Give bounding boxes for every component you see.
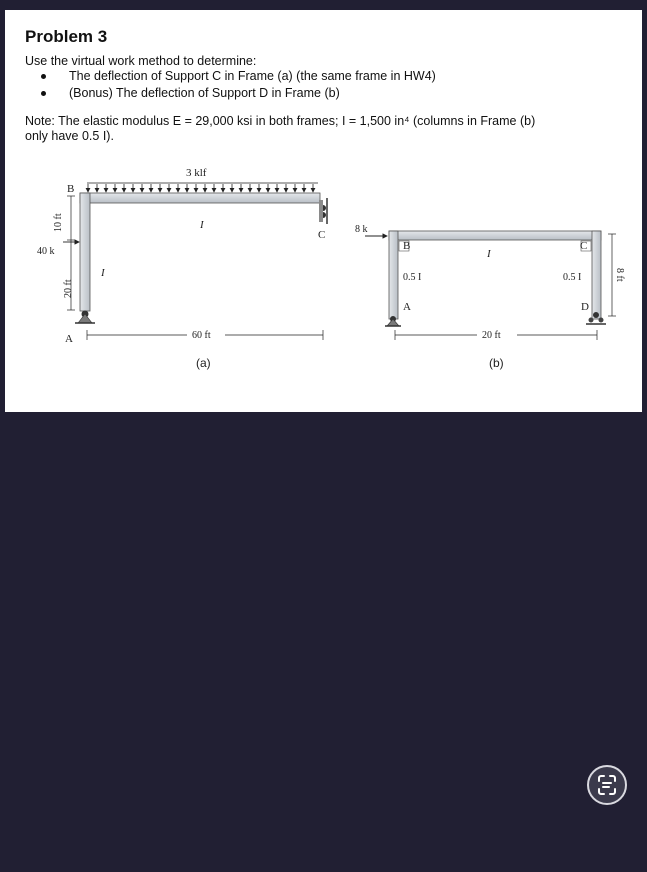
node-b-label: B (67, 183, 75, 195)
dim-bottom-label: 20 ft (63, 279, 74, 298)
dim-height-label: 8 ft (614, 268, 625, 282)
problem-title: Problem 3 (25, 27, 108, 46)
node-c-label: C (580, 240, 588, 252)
roller-support-d (586, 312, 606, 324)
note-line: only have 0.5 I). (25, 129, 114, 143)
left-column-inertia-label: 0.5 I (403, 272, 422, 283)
frame-a (37, 167, 327, 370)
distributed-load-label: 3 klf (186, 167, 207, 179)
frame-b-right-column (592, 231, 601, 319)
column-inertia-label: I (101, 267, 105, 279)
dim-top-label: 10 ft (53, 213, 64, 232)
node-b-label: B (403, 240, 411, 252)
text-scan-icon (589, 767, 625, 803)
pin-support-a (75, 311, 95, 324)
beam-inertia-label: I (200, 219, 204, 231)
dim-span-label: 60 ft (192, 330, 211, 341)
node-a-label: A (65, 333, 73, 345)
lateral-load-label: 40 k (37, 246, 55, 257)
frame-b-beam (389, 231, 601, 240)
roller-support-c (319, 198, 327, 224)
distributed-load-arrows (87, 183, 318, 192)
task-item: The deflection of Support C in Frame (a) (the same frame in HW4) (27, 68, 436, 85)
note-line: Note: The elastic modulus E = 29,000 ksi in both frames; I = 1,500 in⁴ (columns in Frame (b) (25, 114, 536, 128)
frame-b (355, 224, 625, 370)
beam-inertia-label: I (487, 248, 491, 260)
frames-figure (5, 10, 642, 412)
right-column-inertia-label: 0.5 I (563, 272, 582, 283)
lateral-load-label: 8 k (355, 224, 368, 235)
frame-a-beam (80, 193, 320, 203)
task-item: (Bonus) The deflection of Support D in Frame (b) (27, 85, 436, 102)
frame-a-column (80, 193, 90, 311)
node-d-label: D (581, 301, 589, 313)
dim-span-label: 20 ft (482, 330, 501, 341)
node-c-label: C (318, 229, 326, 241)
pin-support-a (385, 316, 401, 326)
problem-intro: Use the virtual work method to determine: (25, 54, 257, 68)
frame-b-caption: (b) (489, 356, 504, 370)
scan-text-button[interactable] (587, 765, 627, 805)
frame-a-caption: (a) (196, 356, 211, 370)
frame-b-left-column (389, 231, 398, 319)
node-a-label: A (403, 301, 411, 313)
problem-sheet (5, 10, 642, 412)
